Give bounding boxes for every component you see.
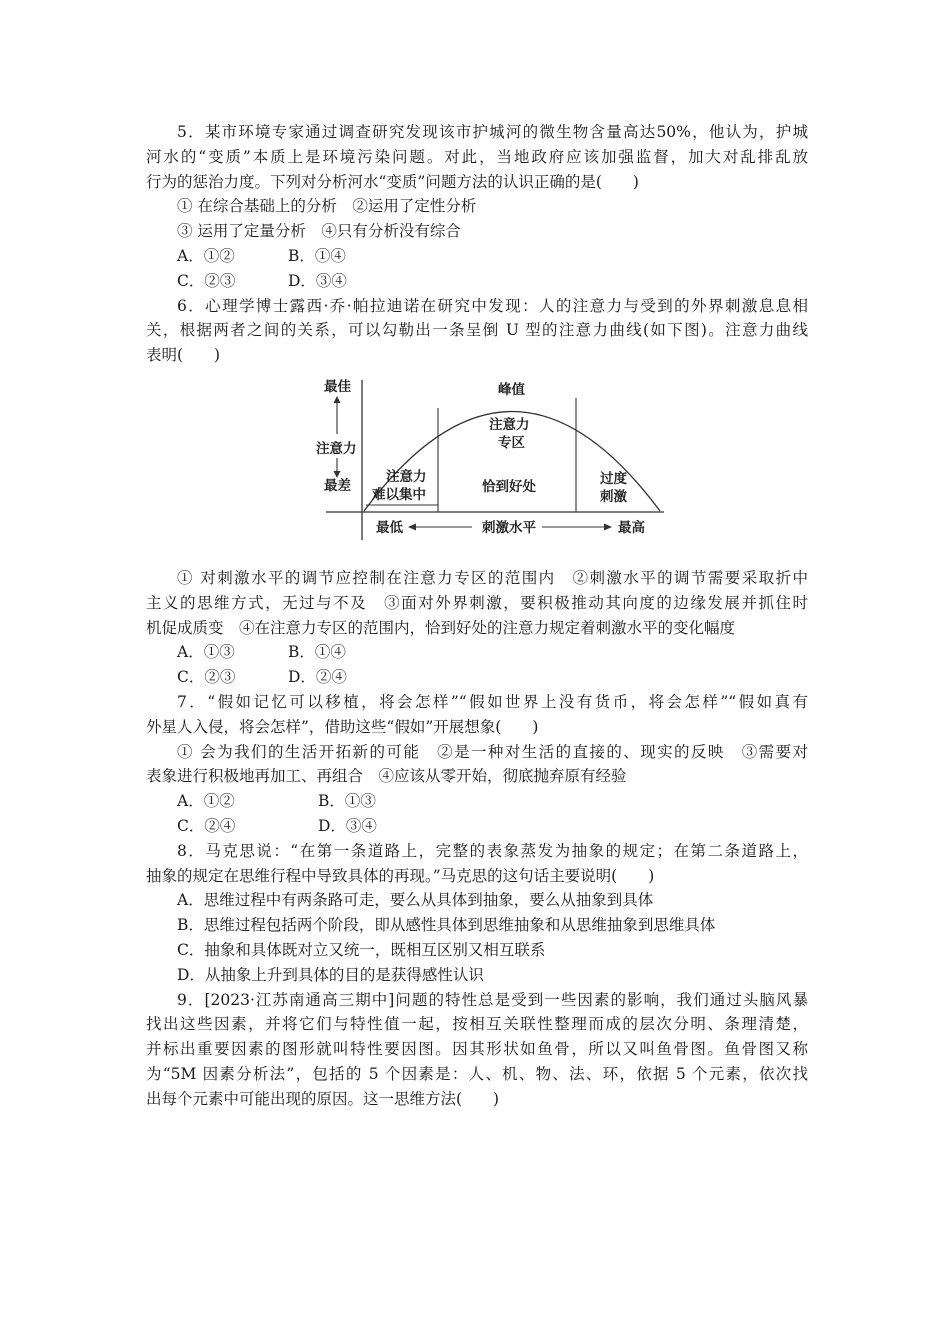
option-b[interactable]: B．①④ bbox=[288, 246, 346, 265]
x-label-high: 最高 bbox=[618, 519, 645, 536]
question-8-stem-line: 8．马克思说：“在第一条道路上，完整的表象蒸发为抽象的规定；在第二条道路上， bbox=[177, 841, 808, 860]
y-label-worst: 最差 bbox=[324, 477, 351, 494]
question-9-stem-line: 并标出重要因素的图形就叫特性要因图。因其形状如鱼骨，所以又叫鱼骨图。鱼骨图又称 bbox=[146, 1040, 808, 1059]
question-6-statement-line: ① 对刺激水平的调节应控制在注意力专区的范围内 ②刺激水平的调节需要采取折中 bbox=[177, 568, 808, 587]
arrow-left-icon bbox=[408, 523, 416, 530]
peak-label: 峰值 bbox=[498, 381, 525, 398]
question-7-stem-line: 外星人入侵，将会怎样”，借助这些“假如”开展想象( ) bbox=[146, 717, 539, 736]
question-7-statement-line: 表象进行积极地再加工、再组合 ④应该从零开始，彻底抛弃原有经验 bbox=[146, 767, 627, 786]
question-9-stem-line: 为“5M 因素分析法”，包括的 5 个因素是：人、机、物、法、环，依据 5 个元素，依次找 bbox=[146, 1064, 808, 1083]
arrow-up-icon bbox=[334, 396, 341, 403]
option-d[interactable]: D．③④ bbox=[318, 816, 377, 835]
question-5-options-row bbox=[146, 244, 808, 269]
option-c[interactable]: C．②④ bbox=[177, 816, 236, 835]
zone-center-bottom-label: 恰到好处 bbox=[482, 478, 536, 495]
question-5 bbox=[146, 120, 808, 294]
option-c[interactable]: C．②③ bbox=[177, 668, 236, 687]
question-6-stem-line: 表明( ) bbox=[146, 346, 221, 365]
question-page bbox=[146, 120, 808, 1112]
attention-curve-diagram bbox=[146, 368, 808, 566]
question-5-stem-line: 行为的惩治力度。下列对分析河水“变质”问题方法的认识正确的是( ) bbox=[146, 172, 639, 191]
question-6-statement-line: 主义的思维方式，无过与不及 ③面对外界刺激，要积极推动其向度的边缘发展并抓住时 bbox=[146, 593, 808, 612]
question-9-stem-line: 找出这些因素，并将它们与特性值一起，按相互关联性整理而成的层次分明、条理清楚， bbox=[146, 1015, 808, 1034]
x-label-low: 最低 bbox=[376, 519, 403, 536]
zone-center-label-2: 专区 bbox=[498, 434, 525, 451]
question-5-options-row bbox=[146, 269, 808, 294]
question-7-statement-line: ① 会为我们的生活开拓新的可能 ②是一种对生活的直接的、现实的反映 ③需要对 bbox=[177, 742, 808, 761]
x-label-stimulus: 刺激水平 bbox=[482, 519, 536, 536]
y-label-attention: 注意力 bbox=[316, 440, 357, 457]
question-6-stem-line: 关，根据两者之间的关系，可以勾勒出一条呈倒 U 型的注意力曲线(如下图)。注意力曲线 bbox=[146, 321, 808, 340]
question-6-stem-line: 6．心理学博士露西·乔·帕拉迪诺在研究中发现：人的注意力与受到的外界刺激息息相 bbox=[177, 296, 808, 315]
question-5-stem-line: 河水的“变质”本质上是环境污染问题。对此，当地政府应该加强监督，加大对乱排乱放 bbox=[146, 147, 808, 166]
y-label-best: 最佳 bbox=[324, 378, 351, 395]
option-d[interactable]: D．从抽象上升到具体的目的是获得感性认识 bbox=[177, 965, 484, 984]
question-8 bbox=[146, 839, 808, 988]
option-a[interactable]: A．思维过程中有两条路可走，要么从具体到抽象，要么从抽象到具体 bbox=[177, 891, 654, 910]
zone-right-label-1: 过度 bbox=[600, 470, 627, 487]
option-b[interactable]: B．①④ bbox=[288, 643, 346, 662]
option-a[interactable]: A．①③ bbox=[177, 643, 235, 662]
option-c[interactable]: C．抽象和具体既对立又统一，既相互区别又相互联系 bbox=[177, 940, 546, 959]
question-9-stem-line: 9．[2023·江苏南通高三期中]问题的特性总是受到一些因素的影响，我们通过头脑风暴 bbox=[177, 990, 808, 1009]
question-6 bbox=[146, 294, 808, 690]
option-a[interactable]: A．①② bbox=[177, 246, 235, 265]
question-9 bbox=[146, 988, 808, 1112]
question-7-stem-line: 7．“假如记忆可以移植，将会怎样”“假如世界上没有货币，将会怎样”“假如真有 bbox=[177, 692, 808, 711]
question-7-options-row bbox=[146, 814, 808, 839]
zone-left-label-1: 注意力 bbox=[386, 468, 427, 485]
option-b[interactable]: B．①③ bbox=[318, 792, 376, 811]
question-6-options-row bbox=[146, 640, 808, 665]
option-d[interactable]: D．③④ bbox=[288, 271, 347, 290]
question-8-stem-line: 抽象的规定在思维行程中导致具体的再现。”马克思的这句话主要说明( ) bbox=[146, 866, 655, 885]
option-a[interactable]: A．①② bbox=[177, 792, 235, 811]
option-b[interactable]: B．思维过程包括两个阶段，即从感性具体到思维抽象和从思维抽象到思维具体 bbox=[177, 916, 716, 935]
zone-right-label-2: 刺激 bbox=[600, 488, 627, 505]
option-c[interactable]: C．②③ bbox=[177, 271, 236, 290]
question-5-stem-line: 5．某市环境专家通过调查研究发现该市护城河的微生物含量高达50%，他认为，护城 bbox=[177, 123, 808, 141]
zone-left-label-2: 难以集中 bbox=[372, 486, 426, 503]
zone-center-label-1: 注意力 bbox=[489, 416, 530, 433]
arrow-right-icon bbox=[604, 523, 612, 530]
question-7-options-row bbox=[146, 789, 808, 814]
question-7 bbox=[146, 690, 808, 839]
question-9-stem-line: 出每个元素中可能出现的原因。这一思维方法( ) bbox=[146, 1089, 500, 1108]
question-6-options-row bbox=[146, 665, 808, 690]
option-d[interactable]: D．②④ bbox=[288, 668, 347, 687]
arrow-down-icon bbox=[334, 471, 341, 478]
question-6-statement-line: 机促成质变 ④在注意力专区的范围内，恰到好处的注意力规定着刺激水平的变化幅度 bbox=[146, 618, 736, 637]
attention-curve-svg bbox=[314, 372, 664, 544]
question-5-statement: ③ 运用了定量分析 ④只有分析没有综合 bbox=[177, 222, 461, 241]
question-5-statement: ① 在综合基础上的分析 ②运用了定性分析 bbox=[177, 197, 477, 216]
